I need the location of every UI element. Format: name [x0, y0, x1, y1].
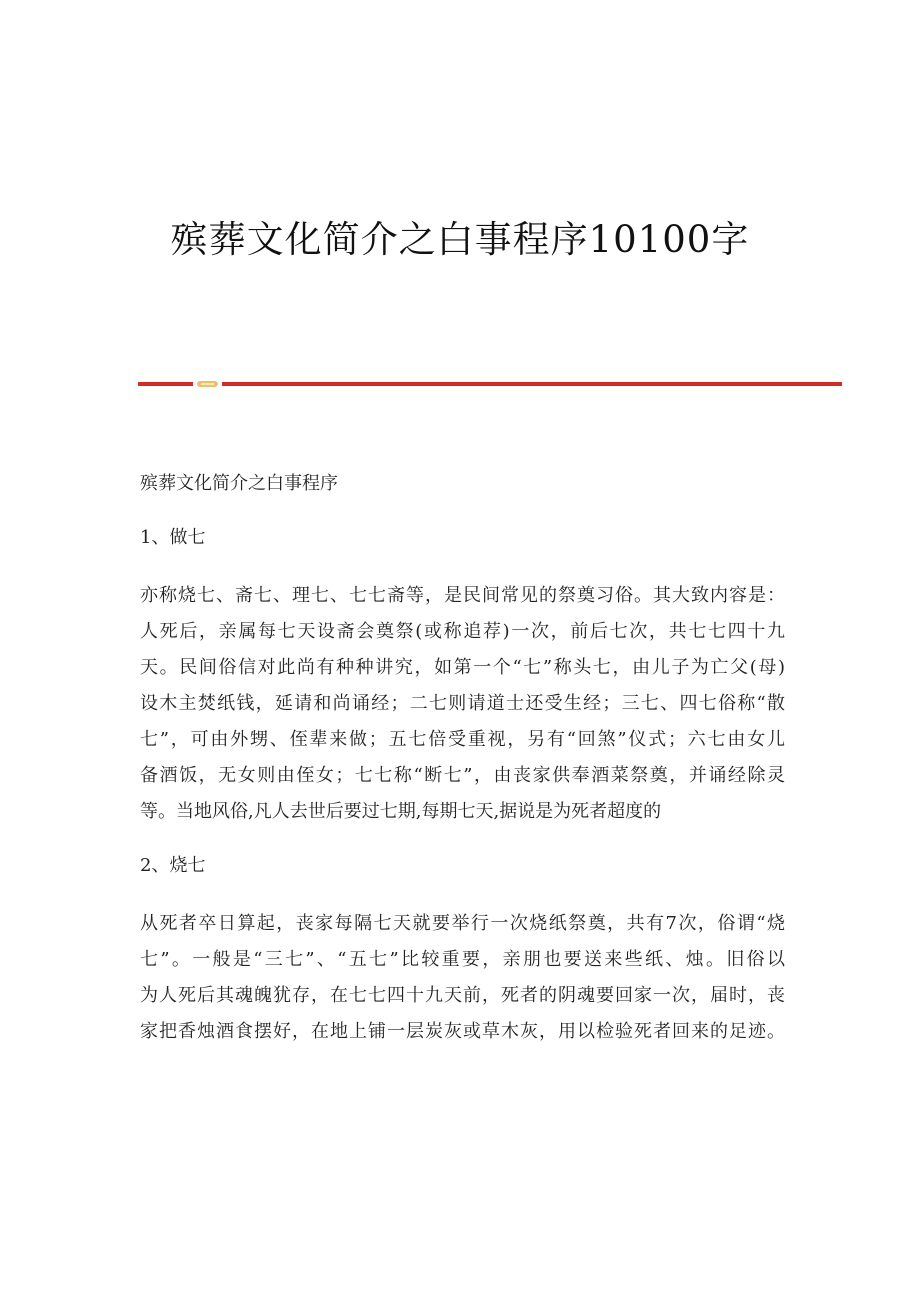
section-1-line: 亦称烧七、斋七、理七、七七斋等，是民间常见的祭奠习俗。其大致内容是： — [140, 585, 785, 606]
document-title: 殡葬文化简介之白事程序10100字 — [170, 218, 750, 261]
section-1-line: 天。民间俗信对此尚有种种讲究，如第一个“七”称头七，由儿子为亡父(母) — [140, 657, 785, 678]
section-2-line: 为人死后其魂魄犹存，在七七四十九天前，死者的阴魂要回家一次，届时，丧 — [140, 985, 785, 1006]
subtitle: 殡葬文化简介之白事程序 — [140, 473, 338, 494]
divider-ornament-icon — [197, 381, 218, 387]
section-1-line: 设木主焚纸钱，延请和尚诵经；二七则请道士还受生经；三七、四七俗称“散 — [140, 693, 785, 714]
section-1-line: 人死后，亲属每七天设斋会奠祭(或称追荐)一次，前后七次，共七七四十九 — [140, 621, 785, 642]
document-body — [140, 466, 785, 1050]
section-1-line: 等。当地风俗,凡人去世后要过七期,每期七天,据说是为死者超度的 — [140, 801, 662, 822]
section-1-line: 七”，可由外甥、侄辈来做；五七倍受重视，另有“回煞”仪式；六七由女儿 — [140, 729, 785, 750]
section-heading-2: 2、烧七 — [140, 855, 206, 876]
divider-bar-right — [222, 382, 842, 386]
divider-bar-left — [138, 382, 193, 386]
section-2-line: 从死者卒日算起，丧家每隔七天就要举行一次烧纸祭奠，共有7次，俗谓“烧 — [140, 913, 785, 934]
section-heading-1: 1、做七 — [140, 527, 206, 548]
section-2-line: 七”。一般是“三七”、“五七”比较重要，亲朋也要送来些纸、烛。旧俗以 — [140, 949, 785, 970]
section-2-line: 家把香烛酒食摆好，在地上铺一层炭灰或草木灰，用以检验死者回来的足迹。 — [140, 1021, 785, 1042]
section-1-line: 备酒饭，无女则由侄女；七七称“断七”，由丧家供奉酒菜祭奠，并诵经除灵 — [140, 765, 785, 786]
title-divider — [138, 381, 842, 387]
